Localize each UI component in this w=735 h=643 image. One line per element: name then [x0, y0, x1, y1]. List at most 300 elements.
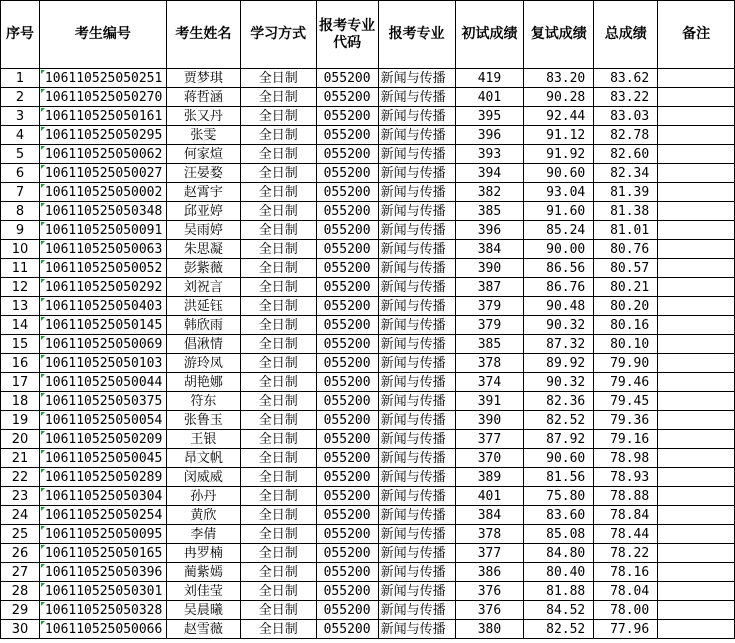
- cell-major: 新闻与传播: [378, 297, 455, 316]
- cell-exam-id: 106110525050251: [39, 69, 166, 88]
- cell-retest-score: 80.40: [524, 563, 594, 582]
- cell-total-score: 79.46: [594, 373, 658, 392]
- table-row: [1, 449, 735, 468]
- cell-major-code: 055200: [316, 202, 378, 221]
- cell-retest-score: 90.60: [524, 164, 594, 183]
- cell-study-mode: 全日制: [240, 392, 316, 411]
- cell-retest-score: 84.52: [524, 601, 594, 620]
- cell-study-mode: 全日制: [240, 183, 316, 202]
- cell-retest-score: 90.32: [524, 373, 594, 392]
- cell-total-score: 80.16: [594, 316, 658, 335]
- cell-study-mode: 全日制: [240, 620, 316, 639]
- cell-exam-id: 106110525050254: [39, 506, 166, 525]
- cell-remarks: [658, 620, 735, 639]
- cell-major: 新闻与传播: [378, 430, 455, 449]
- cell-remarks: [658, 278, 735, 297]
- cell-exam-id: 106110525050066: [39, 620, 166, 639]
- cell-major-code: 055200: [316, 487, 378, 506]
- table-row: [1, 221, 735, 240]
- cell-retest-score: 90.32: [524, 316, 594, 335]
- cell-total-score: 82.60: [594, 145, 658, 164]
- cell-exam-id: 106110525050027: [39, 164, 166, 183]
- cell-name: 吴晨曦: [166, 601, 240, 620]
- cell-remarks: [658, 487, 735, 506]
- cell-retest-score: 87.32: [524, 335, 594, 354]
- cell-total-score: 83.62: [594, 69, 658, 88]
- cell-seq: 18: [1, 392, 40, 411]
- cell-exam-id: 106110525050002: [39, 183, 166, 202]
- cell-retest-score: 90.28: [524, 88, 594, 107]
- cell-study-mode: 全日制: [240, 316, 316, 335]
- cell-seq: 3: [1, 107, 40, 126]
- cell-seq: 14: [1, 316, 40, 335]
- cell-seq: 19: [1, 411, 40, 430]
- cell-major-code: 055200: [316, 88, 378, 107]
- table-row: [1, 278, 735, 297]
- cell-study-mode: 全日制: [240, 297, 316, 316]
- table-row: [1, 183, 735, 202]
- cell-seq: 4: [1, 126, 40, 145]
- cell-retest-score: 82.52: [524, 620, 594, 639]
- cell-major: 新闻与传播: [378, 487, 455, 506]
- cell-total-score: 78.98: [594, 449, 658, 468]
- cell-retest-score: 91.92: [524, 145, 594, 164]
- cell-seq: 21: [1, 449, 40, 468]
- cell-study-mode: 全日制: [240, 582, 316, 601]
- cell-name: 孙丹: [166, 487, 240, 506]
- cell-initial-score: 387: [455, 278, 524, 297]
- cell-retest-score: 86.76: [524, 278, 594, 297]
- cell-initial-score: 393: [455, 145, 524, 164]
- cell-study-mode: 全日制: [240, 525, 316, 544]
- cell-major-code: 055200: [316, 506, 378, 525]
- cell-retest-score: 85.24: [524, 221, 594, 240]
- cell-remarks: [658, 145, 735, 164]
- cell-name: 刘佳莹: [166, 582, 240, 601]
- cell-major: 新闻与传播: [378, 183, 455, 202]
- table-row: [1, 373, 735, 392]
- cell-total-score: 80.76: [594, 240, 658, 259]
- cell-exam-id: 106110525050304: [39, 487, 166, 506]
- cell-remarks: [658, 126, 735, 145]
- cell-major-code: 055200: [316, 69, 378, 88]
- cell-remarks: [658, 392, 735, 411]
- cell-total-score: 77.96: [594, 620, 658, 639]
- cell-remarks: [658, 449, 735, 468]
- header-seq: 序号: [1, 1, 40, 69]
- cell-total-score: 82.78: [594, 126, 658, 145]
- cell-major: 新闻与传播: [378, 525, 455, 544]
- cell-retest-score: 90.00: [524, 240, 594, 259]
- cell-major: 新闻与传播: [378, 601, 455, 620]
- header-major-code: 报考专业代码: [316, 1, 378, 69]
- cell-remarks: [658, 164, 735, 183]
- cell-retest-score: 75.80: [524, 487, 594, 506]
- cell-exam-id: 106110525050095: [39, 525, 166, 544]
- cell-major: 新闻与传播: [378, 335, 455, 354]
- cell-retest-score: 83.60: [524, 506, 594, 525]
- table-row: [1, 88, 735, 107]
- cell-exam-id: 106110525050069: [39, 335, 166, 354]
- table-row: [1, 411, 735, 430]
- header-initial-score: 初试成绩: [455, 1, 524, 69]
- cell-study-mode: 全日制: [240, 411, 316, 430]
- table-row: [1, 316, 735, 335]
- table-row: [1, 297, 735, 316]
- cell-major-code: 055200: [316, 145, 378, 164]
- cell-remarks: [658, 297, 735, 316]
- cell-major: 新闻与传播: [378, 69, 455, 88]
- cell-exam-id: 106110525050145: [39, 316, 166, 335]
- cell-exam-id: 106110525050062: [39, 145, 166, 164]
- cell-total-score: 79.16: [594, 430, 658, 449]
- table-row: [1, 164, 735, 183]
- cell-name: 邱亚婷: [166, 202, 240, 221]
- table-row: [1, 544, 735, 563]
- cell-major-code: 055200: [316, 525, 378, 544]
- cell-study-mode: 全日制: [240, 107, 316, 126]
- cell-major: 新闻与传播: [378, 563, 455, 582]
- cell-seq: 28: [1, 582, 40, 601]
- cell-seq: 5: [1, 145, 40, 164]
- cell-study-mode: 全日制: [240, 563, 316, 582]
- cell-major-code: 055200: [316, 316, 378, 335]
- cell-remarks: [658, 525, 735, 544]
- cell-initial-score: 377: [455, 544, 524, 563]
- cell-seq: 30: [1, 620, 40, 639]
- cell-major: 新闻与传播: [378, 411, 455, 430]
- cell-initial-score: 384: [455, 240, 524, 259]
- cell-seq: 17: [1, 373, 40, 392]
- cell-initial-score: 385: [455, 335, 524, 354]
- cell-seq: 16: [1, 354, 40, 373]
- cell-retest-score: 91.60: [524, 202, 594, 221]
- cell-exam-id: 106110525050161: [39, 107, 166, 126]
- table-row: [1, 601, 735, 620]
- table-row: [1, 392, 735, 411]
- cell-remarks: [658, 88, 735, 107]
- cell-remarks: [658, 544, 735, 563]
- cell-remarks: [658, 221, 735, 240]
- table-row: [1, 487, 735, 506]
- cell-initial-score: 376: [455, 601, 524, 620]
- cell-total-score: 78.93: [594, 468, 658, 487]
- cell-major: 新闻与传播: [378, 506, 455, 525]
- cell-total-score: 81.38: [594, 202, 658, 221]
- cell-remarks: [658, 601, 735, 620]
- cell-seq: 26: [1, 544, 40, 563]
- cell-seq: 12: [1, 278, 40, 297]
- cell-initial-score: 401: [455, 487, 524, 506]
- table-row: [1, 145, 735, 164]
- cell-study-mode: 全日制: [240, 164, 316, 183]
- cell-major-code: 055200: [316, 620, 378, 639]
- cell-major: 新闻与传播: [378, 620, 455, 639]
- cell-major: 新闻与传播: [378, 259, 455, 278]
- cell-name: 赵霄宇: [166, 183, 240, 202]
- cell-major: 新闻与传播: [378, 145, 455, 164]
- cell-remarks: [658, 582, 735, 601]
- cell-major-code: 055200: [316, 259, 378, 278]
- cell-name: 汪晏婺: [166, 164, 240, 183]
- cell-major-code: 055200: [316, 601, 378, 620]
- cell-seq: 2: [1, 88, 40, 107]
- table-row: [1, 69, 735, 88]
- cell-major: 新闻与传播: [378, 221, 455, 240]
- cell-name: 蒋哲涵: [166, 88, 240, 107]
- cell-total-score: 78.04: [594, 582, 658, 601]
- cell-major-code: 055200: [316, 582, 378, 601]
- cell-remarks: [658, 240, 735, 259]
- cell-initial-score: 377: [455, 430, 524, 449]
- cell-study-mode: 全日制: [240, 430, 316, 449]
- cell-exam-id: 106110525050054: [39, 411, 166, 430]
- cell-study-mode: 全日制: [240, 487, 316, 506]
- cell-study-mode: 全日制: [240, 221, 316, 240]
- cell-initial-score: 390: [455, 411, 524, 430]
- cell-seq: 7: [1, 183, 40, 202]
- cell-major-code: 055200: [316, 544, 378, 563]
- cell-remarks: [658, 69, 735, 88]
- cell-name: 蔺紫嫣: [166, 563, 240, 582]
- cell-major-code: 055200: [316, 126, 378, 145]
- cell-total-score: 83.22: [594, 88, 658, 107]
- cell-seq: 25: [1, 525, 40, 544]
- cell-total-score: 79.90: [594, 354, 658, 373]
- cell-major: 新闻与传播: [378, 392, 455, 411]
- cell-initial-score: 389: [455, 468, 524, 487]
- cell-exam-id: 106110525050044: [39, 373, 166, 392]
- cell-initial-score: 419: [455, 69, 524, 88]
- cell-seq: 20: [1, 430, 40, 449]
- cell-total-score: 78.00: [594, 601, 658, 620]
- cell-total-score: 81.01: [594, 221, 658, 240]
- cell-name: 刘祝言: [166, 278, 240, 297]
- cell-remarks: [658, 430, 735, 449]
- cell-name: 赵雪薇: [166, 620, 240, 639]
- cell-exam-id: 106110525050165: [39, 544, 166, 563]
- table-row: [1, 525, 735, 544]
- cell-initial-score: 390: [455, 259, 524, 278]
- cell-name: 张又丹: [166, 107, 240, 126]
- cell-seq: 6: [1, 164, 40, 183]
- cell-initial-score: 379: [455, 316, 524, 335]
- cell-exam-id: 106110525050091: [39, 221, 166, 240]
- cell-exam-id: 106110525050396: [39, 563, 166, 582]
- cell-major: 新闻与传播: [378, 126, 455, 145]
- cell-initial-score: 376: [455, 582, 524, 601]
- cell-seq: 11: [1, 259, 40, 278]
- cell-total-score: 82.34: [594, 164, 658, 183]
- cell-major: 新闻与传播: [378, 278, 455, 297]
- cell-total-score: 78.16: [594, 563, 658, 582]
- cell-major-code: 055200: [316, 278, 378, 297]
- cell-name: 王银: [166, 430, 240, 449]
- table-row: [1, 107, 735, 126]
- cell-name: 张雯: [166, 126, 240, 145]
- cell-seq: 22: [1, 468, 40, 487]
- cell-major-code: 055200: [316, 164, 378, 183]
- cell-study-mode: 全日制: [240, 88, 316, 107]
- cell-remarks: [658, 468, 735, 487]
- header-total-score: 总成绩: [594, 1, 658, 69]
- cell-total-score: 80.10: [594, 335, 658, 354]
- cell-name: 游玲凤: [166, 354, 240, 373]
- table-row: [1, 335, 735, 354]
- cell-name: 吴雨婷: [166, 221, 240, 240]
- cell-initial-score: 394: [455, 164, 524, 183]
- table-row: [1, 620, 735, 639]
- cell-total-score: 78.84: [594, 506, 658, 525]
- cell-study-mode: 全日制: [240, 259, 316, 278]
- cell-major: 新闻与传播: [378, 107, 455, 126]
- cell-remarks: [658, 373, 735, 392]
- cell-retest-score: 86.56: [524, 259, 594, 278]
- cell-seq: 27: [1, 563, 40, 582]
- table-row: [1, 582, 735, 601]
- cell-remarks: [658, 335, 735, 354]
- cell-seq: 9: [1, 221, 40, 240]
- cell-retest-score: 90.60: [524, 449, 594, 468]
- table-row: [1, 259, 735, 278]
- cell-retest-score: 91.12: [524, 126, 594, 145]
- cell-study-mode: 全日制: [240, 69, 316, 88]
- cell-name: 朱思凝: [166, 240, 240, 259]
- header-retest-score: 复试成绩: [524, 1, 594, 69]
- cell-initial-score: 380: [455, 620, 524, 639]
- cell-major-code: 055200: [316, 392, 378, 411]
- cell-study-mode: 全日制: [240, 468, 316, 487]
- cell-exam-id: 106110525050403: [39, 297, 166, 316]
- cell-name: 李倩: [166, 525, 240, 544]
- cell-retest-score: 92.44: [524, 107, 594, 126]
- cell-remarks: [658, 316, 735, 335]
- cell-major-code: 055200: [316, 468, 378, 487]
- cell-major: 新闻与传播: [378, 544, 455, 563]
- cell-initial-score: 378: [455, 525, 524, 544]
- table-row: [1, 506, 735, 525]
- cell-initial-score: 395: [455, 107, 524, 126]
- cell-major: 新闻与传播: [378, 373, 455, 392]
- cell-exam-id: 106110525050295: [39, 126, 166, 145]
- table-row: [1, 354, 735, 373]
- cell-exam-id: 106110525050270: [39, 88, 166, 107]
- cell-exam-id: 106110525050103: [39, 354, 166, 373]
- cell-total-score: 78.22: [594, 544, 658, 563]
- cell-total-score: 80.20: [594, 297, 658, 316]
- cell-major: 新闻与传播: [378, 449, 455, 468]
- cell-study-mode: 全日制: [240, 449, 316, 468]
- cell-seq: 1: [1, 69, 40, 88]
- cell-initial-score: 396: [455, 126, 524, 145]
- cell-exam-id: 106110525050289: [39, 468, 166, 487]
- header-name: 考生姓名: [166, 1, 240, 69]
- cell-remarks: [658, 506, 735, 525]
- cell-study-mode: 全日制: [240, 506, 316, 525]
- cell-total-score: 81.39: [594, 183, 658, 202]
- cell-major: 新闻与传播: [378, 240, 455, 259]
- cell-name: 昂文帆: [166, 449, 240, 468]
- cell-name: 胡艳娜: [166, 373, 240, 392]
- cell-remarks: [658, 183, 735, 202]
- cell-exam-id: 106110525050301: [39, 582, 166, 601]
- cell-initial-score: 396: [455, 221, 524, 240]
- cell-name: 闵威威: [166, 468, 240, 487]
- cell-total-score: 79.36: [594, 411, 658, 430]
- cell-major: 新闻与传播: [378, 354, 455, 373]
- cell-remarks: [658, 107, 735, 126]
- cell-exam-id: 106110525050348: [39, 202, 166, 221]
- cell-name: 彭紫薇: [166, 259, 240, 278]
- cell-total-score: 83.03: [594, 107, 658, 126]
- header-remarks: 备注: [658, 1, 735, 69]
- cell-initial-score: 386: [455, 563, 524, 582]
- cell-initial-score: 370: [455, 449, 524, 468]
- cell-major: 新闻与传播: [378, 316, 455, 335]
- cell-major-code: 055200: [316, 563, 378, 582]
- table-row: [1, 202, 735, 221]
- cell-retest-score: 85.08: [524, 525, 594, 544]
- cell-retest-score: 89.92: [524, 354, 594, 373]
- cell-exam-id: 106110525050375: [39, 392, 166, 411]
- cell-study-mode: 全日制: [240, 126, 316, 145]
- cell-major-code: 055200: [316, 297, 378, 316]
- cell-seq: 29: [1, 601, 40, 620]
- cell-seq: 8: [1, 202, 40, 221]
- cell-retest-score: 87.92: [524, 430, 594, 449]
- cell-name: 冉罗楠: [166, 544, 240, 563]
- table-row: [1, 563, 735, 582]
- cell-retest-score: 82.52: [524, 411, 594, 430]
- cell-major-code: 055200: [316, 183, 378, 202]
- cell-major-code: 055200: [316, 107, 378, 126]
- cell-study-mode: 全日制: [240, 354, 316, 373]
- cell-remarks: [658, 411, 735, 430]
- header-major: 报考专业: [378, 1, 455, 69]
- table-row: [1, 240, 735, 259]
- cell-retest-score: 82.36: [524, 392, 594, 411]
- cell-retest-score: 83.20: [524, 69, 594, 88]
- cell-total-score: 80.57: [594, 259, 658, 278]
- cell-name: 洪延钰: [166, 297, 240, 316]
- cell-study-mode: 全日制: [240, 145, 316, 164]
- cell-initial-score: 378: [455, 354, 524, 373]
- cell-major-code: 055200: [316, 221, 378, 240]
- cell-major-code: 055200: [316, 240, 378, 259]
- cell-major: 新闻与传播: [378, 468, 455, 487]
- cell-retest-score: 93.04: [524, 183, 594, 202]
- cell-study-mode: 全日制: [240, 601, 316, 620]
- header-exam-id: 考生编号: [39, 1, 166, 69]
- cell-total-score: 78.44: [594, 525, 658, 544]
- cell-initial-score: 401: [455, 88, 524, 107]
- cell-name: 贾梦琪: [166, 69, 240, 88]
- table-row: [1, 430, 735, 449]
- cell-study-mode: 全日制: [240, 335, 316, 354]
- cell-initial-score: 374: [455, 373, 524, 392]
- cell-seq: 15: [1, 335, 40, 354]
- cell-retest-score: 90.48: [524, 297, 594, 316]
- cell-exam-id: 106110525050052: [39, 259, 166, 278]
- cell-retest-score: 84.80: [524, 544, 594, 563]
- cell-study-mode: 全日制: [240, 373, 316, 392]
- cell-remarks: [658, 259, 735, 278]
- cell-name: 黄欣: [166, 506, 240, 525]
- cell-major-code: 055200: [316, 411, 378, 430]
- cell-study-mode: 全日制: [240, 278, 316, 297]
- header-row: [1, 1, 735, 69]
- cell-exam-id: 106110525050045: [39, 449, 166, 468]
